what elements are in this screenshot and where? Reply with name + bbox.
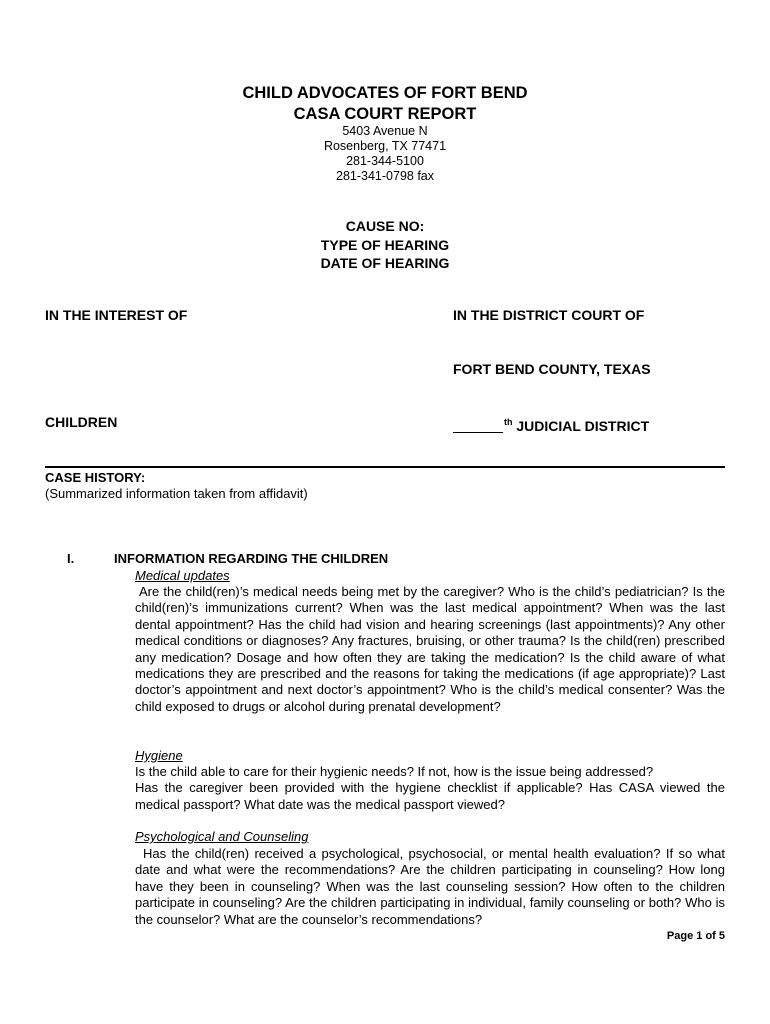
- judicial-district-label: JUDICIAL DISTRICT: [516, 418, 650, 434]
- report-title: CASA COURT REPORT: [293, 105, 477, 123]
- org-name: CHILD ADVOCATES OF FORT BEND: [242, 84, 528, 102]
- children-label: CHILDREN: [45, 414, 118, 430]
- hearing-date: DATE OF HEARING: [320, 255, 450, 271]
- section-title: INFORMATION REGARDING THE CHILDREN: [114, 551, 389, 566]
- interest-of-label: IN THE INTEREST OF: [45, 307, 188, 323]
- org-address: [0, 124, 770, 184]
- hygiene-heading: Hygiene: [135, 748, 183, 763]
- case-history-title: CASE HISTORY:: [45, 470, 146, 485]
- judicial-district-line: [453, 413, 649, 435]
- medical-heading: Medical updates: [135, 568, 230, 583]
- section-divider: [45, 466, 725, 468]
- report-header: [0, 83, 770, 125]
- section-number: I.: [67, 551, 75, 566]
- fax-number: 281-341-0798 fax: [336, 169, 434, 183]
- medical-paragraph: Are the child(ren)’s medical needs being met by the caregiver? Who is the child’s pediatrician? Is the child(ren)’s immunizations current? When was the last medical appointment? When was the last dental appointment? Has the child had vision and hearing screenings (last appointments)? Any other medical conditions or diagnoses? Any fractures, bruising, or other trauma? Is the child(ren) prescribed any medication? Dosage and how often they are taking the medication? Is the child aware of what medications they are prescribed and the reasons for taking the medications (if age appropriate)? Last doctor’s appointment and next doctor’s appointment? Who is the child’s medical consenter? Was the child exposed to drugs or alcohol during prenatal development?: [135, 584, 725, 714]
- phone-number: 281-344-5100: [346, 154, 424, 168]
- district-number-blank[interactable]: [453, 420, 503, 433]
- cause-number: CAUSE NO:: [345, 218, 425, 234]
- address-line-1: 5403 Avenue N: [342, 124, 428, 138]
- hearing-type: TYPE OF HEARING: [320, 236, 450, 253]
- address-line-2: Rosenberg, TX 77471: [323, 139, 447, 153]
- page-number: Page 1 of 5: [666, 930, 725, 942]
- case-history-note: (Summarized information taken from affidavit): [45, 486, 308, 501]
- hygiene-line-1: Is the child able to care for their hygienic needs? If not, how is the issue being addressed?: [135, 764, 654, 779]
- psych-heading: Psychological and Counseling: [135, 829, 309, 844]
- hearing-block: [0, 217, 770, 273]
- psych-paragraph: Has the child(ren) received a psychological, psychosocial, or mental health evaluation? If so what date and what were the recommendations? Are the children participating in counseling? How long have they been in counseling? When was the last counseling session? How often to the children participate in counseling? Are the children participating in individual, family counseling or both? Who is the counselor? What are the counselor’s recommendations?: [135, 846, 725, 927]
- hygiene-paragraph: [135, 764, 725, 813]
- district-court-label: IN THE DISTRICT COURT OF: [453, 307, 645, 323]
- county-label: FORT BEND COUNTY, TEXAS: [453, 361, 651, 377]
- ordinal-suffix: th: [504, 417, 513, 427]
- hygiene-line-2: Has the caregiver been provided with the hygiene checklist if applicable? Has CASA viewed the medical passport? What date was the medical passport viewed?: [135, 780, 725, 812]
